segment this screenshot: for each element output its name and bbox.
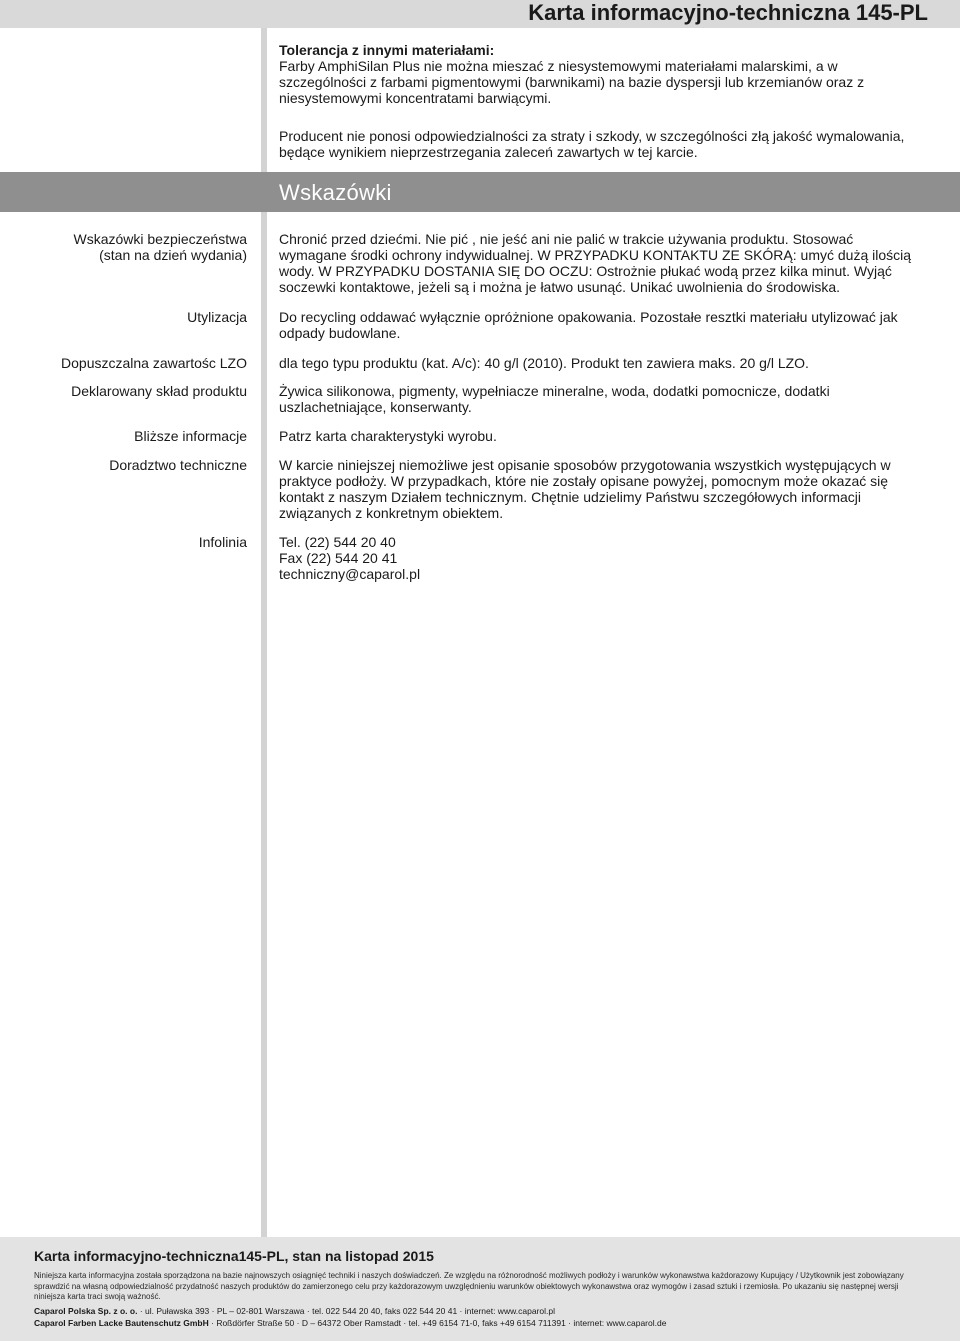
label-safety-line2: (stan na dzień wydania) bbox=[99, 247, 247, 263]
tolerance-heading: Tolerancja z innymi materiałami: bbox=[279, 42, 495, 58]
divider-vertical-bottom bbox=[261, 212, 267, 1237]
document-title: Karta informacyjno-techniczna 145-PL bbox=[528, 0, 928, 25]
composition-line: uszlachetniające, konserwanty. bbox=[279, 399, 472, 415]
safety-line: soczewki kontaktowe, jeżeli są i można je łatwo usunąć. Unikać uwolnienia do środowiska. bbox=[279, 279, 841, 295]
value-composition bbox=[279, 383, 929, 415]
advice-line: praktyce podłoży. W przypadkach, które nie zostały opisane powyżej, pomocnym może okazać się bbox=[279, 473, 889, 489]
disposal-line: Do recycling oddawać wyłącznie opróżnione opakowania. Pozostałe resztki materiału utylizować jak bbox=[279, 309, 898, 325]
company-address: · ul. Puławska 393 · PL – 02-801 Warszawa · tel. 022 544 20 40, faks 022 544 20 41 · internet: www.caparol.pl bbox=[137, 1306, 555, 1316]
label-composition: Deklarowany skład produktu bbox=[71, 383, 247, 399]
value-more-info: Patrz karta charakterystyki wyrobu. bbox=[279, 428, 497, 444]
safety-line: wody. W PRZYPADKU DOSTANIA SIĘ DO OCZU: Ostrożnie płukać wodą przez kilka minut. Wyjąć bbox=[279, 263, 892, 279]
value-voc: dla tego typu produktu (kat. A/c): 40 g/l (2010). Produkt ten zawiera maks. 20 g/l LZO. bbox=[279, 355, 809, 371]
label-advice: Doradztwo techniczne bbox=[109, 457, 247, 473]
label-disposal: Utylizacja bbox=[187, 309, 247, 325]
company-name: Caparol Farben Lacke Bautenschutz GmbH bbox=[34, 1318, 209, 1328]
footer-address-polska bbox=[34, 1306, 555, 1317]
safety-line: Chronić przed dziećmi. Nie pić , nie jeść ani nie palić w trakcie używania produktu. Stosować bbox=[279, 231, 854, 247]
safety-line: wymagane środki ochrony indywidualnej. W PRZYPADKU KONTAKTU ZE SKÓRĄ: umyć dużą ilością bbox=[279, 247, 912, 263]
tolerance-line: szczególności z farbami pigmentowymi (barwnikami) na bazie dyspersji lub krzemianów oraz z bbox=[279, 74, 865, 90]
hotline-tel: Tel. (22) 544 20 40 bbox=[279, 534, 396, 550]
label-voc: Dopuszczalna zawartośc LZO bbox=[61, 355, 247, 371]
composition-line: Żywica silikonowa, pigmenty, wypełniacze mineralne, woda, dodatki pomocnicze, dodatki bbox=[279, 383, 830, 399]
tolerance-block bbox=[279, 42, 929, 106]
disclaimer-line: sprawdzić na własną odpowiedzialność przydatność naszych produktów do zamierzonego celu przy każdorazowym uwzględnieniu warunków obiektowych wykonawstwa oraz wymogów i zasad sztuki i rzemiosła. Po ukazaniu się następnej wersji bbox=[34, 1281, 899, 1291]
footer-title: Karta informacyjno-techniczna145-PL, stan na listopad 2015 bbox=[34, 1248, 434, 1264]
disclaimer-line: Niniejsza karta informacyjna została sporządzona na bazie najnowszych osiągnięć techniki i naszych doświadczeń. Ze względu na różnorodność możliwych podłoży i warunków wykonawstwa każdorazowy Kupujący / Użytkownik jest zobowiązany bbox=[34, 1271, 904, 1280]
company-address: · Roßdörfer Straße 50 · D – 64372 Ober Ramstadt · tel. +49 6154 71-0, faks +49 6154 711391 · internet: www.caparol.de bbox=[208, 1318, 667, 1328]
footer-address-germany bbox=[34, 1318, 666, 1329]
value-disposal bbox=[279, 309, 929, 341]
tolerance-line: niesystemowymi koncentratami barwiącymi. bbox=[279, 90, 552, 106]
section-title: Wskazówki bbox=[279, 180, 392, 205]
advice-line: związanych z konkretnym obiektem. bbox=[279, 505, 504, 521]
value-safety bbox=[279, 231, 929, 295]
label-safety-line1: Wskazówki bezpieczeństwa bbox=[73, 231, 247, 247]
label-safety bbox=[20, 231, 247, 263]
hotline-fax: Fax (22) 544 20 41 bbox=[279, 550, 398, 566]
hotline-email[interactable]: techniczny@caparol.pl bbox=[279, 566, 421, 582]
company-name: Caparol Polska Sp. z o. o. bbox=[34, 1306, 138, 1316]
label-more-info: Bliższe informacje bbox=[134, 428, 247, 444]
advice-line: W karcie niniejszej niemożliwe jest opisanie sposobów przygotowania wszystkich występujących w bbox=[279, 457, 891, 473]
advice-line: kontakt z naszym Działem technicznym. Chętnie udzielimy Państwu szczegółowych informacji bbox=[279, 489, 861, 505]
label-hotline: Infolinia bbox=[198, 534, 247, 550]
value-advice bbox=[279, 457, 929, 521]
tolerance-line: Farby AmphiSilan Plus nie można mieszać z niesystemowymi materiałami malarskimi, a w bbox=[279, 58, 838, 74]
liability-block bbox=[279, 128, 929, 160]
section-band bbox=[0, 172, 960, 212]
value-hotline bbox=[279, 534, 929, 582]
liability-line: będące wynikiem nieprzestrzegania zaleceń zawartych w tej karcie. bbox=[279, 144, 698, 160]
footer-disclaimer bbox=[34, 1271, 914, 1303]
liability-line: Producent nie ponosi odpowiedzialności za straty i szkody, w szczególności złą jakość wymalowania, bbox=[279, 128, 905, 144]
disclaimer-line: niniejsza karta traci swoją ważność. bbox=[34, 1292, 161, 1301]
disposal-line: odpady budowlane. bbox=[279, 325, 401, 341]
